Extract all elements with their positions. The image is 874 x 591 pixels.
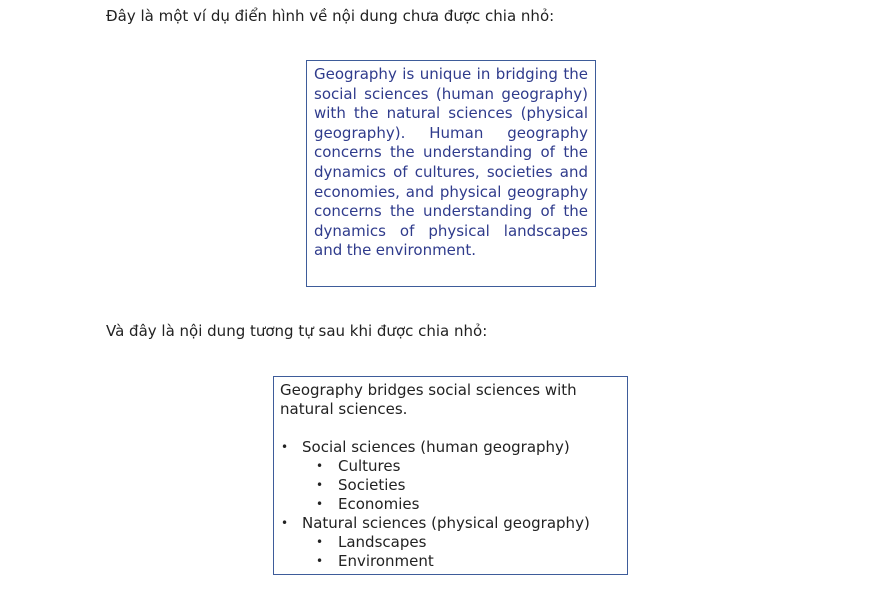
intro-after-text: Và đây là nội dung tương tự sau khi được chia nhỏ: [106,322,488,340]
unchunked-paragraph-box [306,60,596,287]
list-item-label: Natural sciences (physical geography) [302,514,590,532]
intro-before-text: Đây là một ví dụ điển hình về nội dung chưa được chia nhỏ: [106,7,555,25]
list-item [280,438,621,514]
sub-list-item: • Economies [302,495,621,514]
sub-list-item: • Landscapes [302,533,621,552]
sub-list-item: • Environment [302,552,621,571]
sub-list [302,457,621,514]
chunked-content-box [273,376,628,575]
chunked-list [280,438,621,571]
list-item-label: Social sciences (human geography) [302,438,570,456]
sub-list-item: • Societies [302,476,621,495]
sub-list [302,533,621,571]
chunked-summary: Geography bridges social sciences with natural sciences. [280,381,577,418]
unchunked-paragraph: Geography is unique in bridging the social sciences (human geography) with the natural sciences (physical geography). Human geography concerns the understanding of the dynamics of cultures, societies and economies, and physical geography concerns the understanding of the dynamics of physical landscapes and the environment. [314,65,588,260]
list-item [280,514,621,571]
sub-list-item: • Cultures [302,457,621,476]
